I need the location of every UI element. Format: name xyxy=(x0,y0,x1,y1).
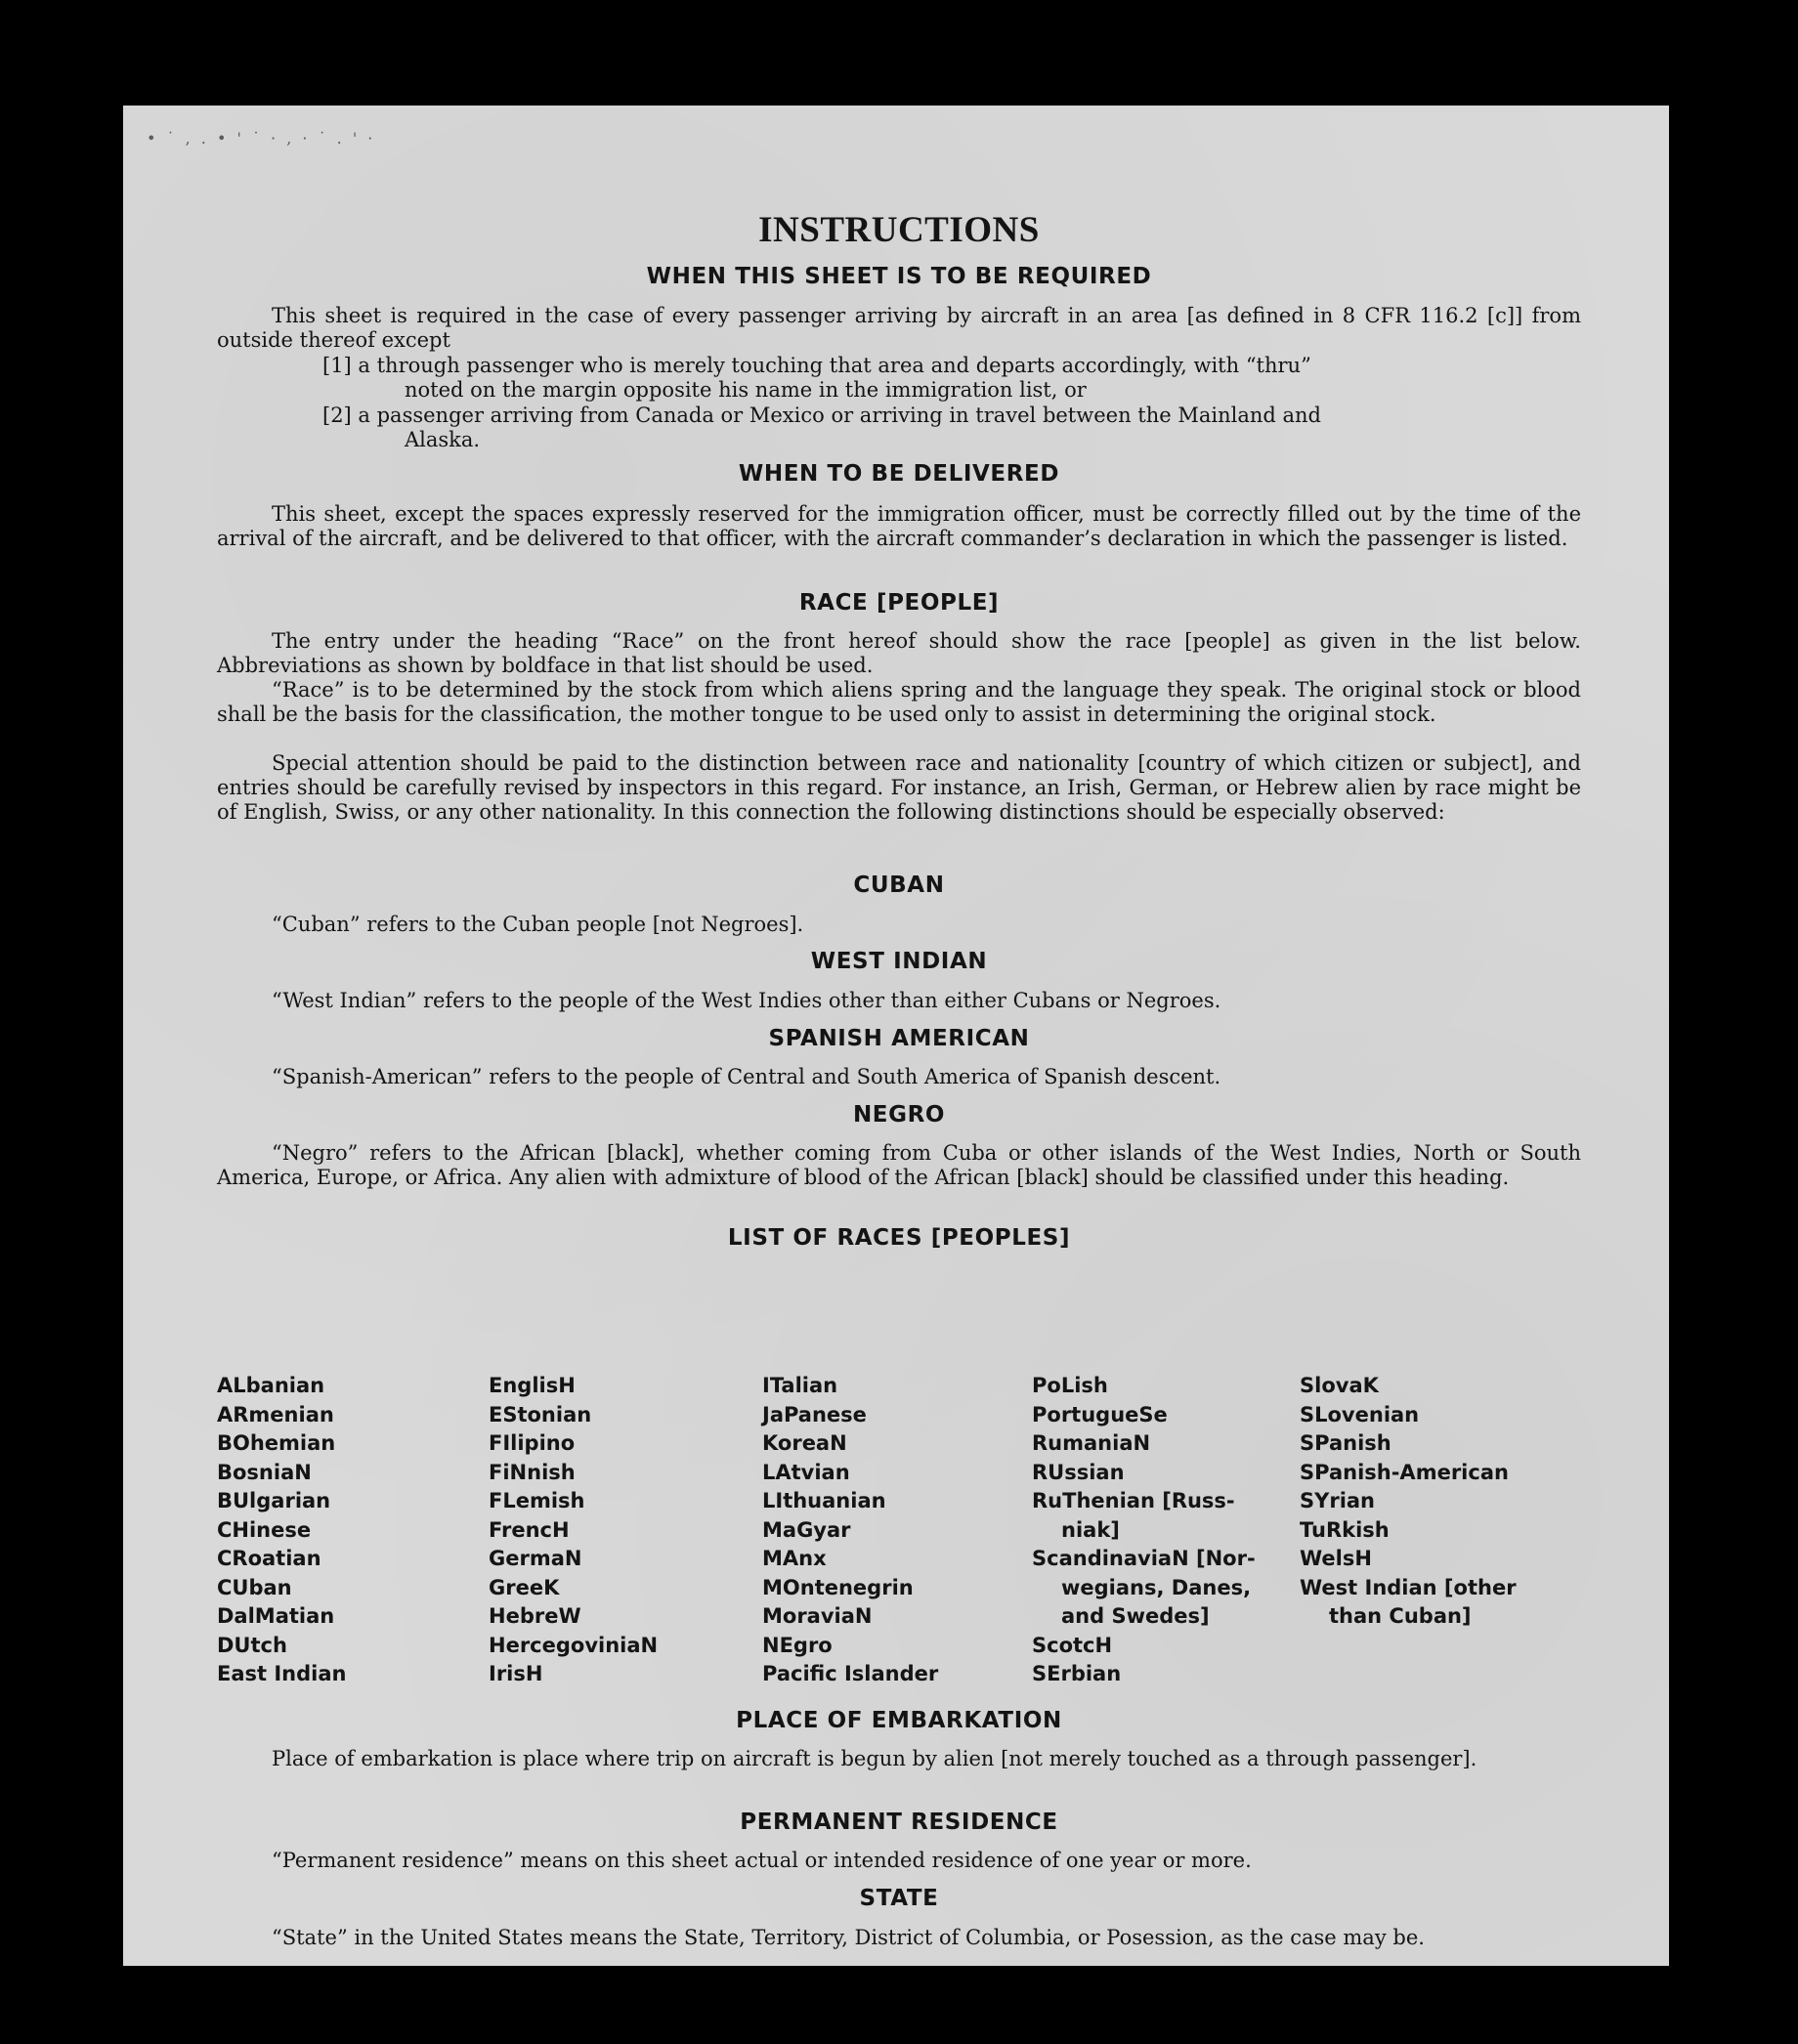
instruction-sheet xyxy=(123,106,1669,1966)
list-item: ITalian xyxy=(762,1374,838,1397)
heading-delivered: WHEN TO BE DELIVERED xyxy=(738,461,1060,487)
list-item: MoraviaN xyxy=(762,1604,873,1628)
residence-text: “Permanent residence” means on this sheet actual or intended residence of one year or more. xyxy=(272,1849,1252,1872)
heading-embarkation: PLACE OF EMBARKATION xyxy=(736,1708,1062,1733)
negro-text: “Negro” refers to the African [black], whether coming from Cuba or other islands of the West Indies, North or South America, Europe, or Africa. Any alien with admixture of blood of the African [black] should be classified under this heading. xyxy=(217,1141,1581,1189)
races-column-5 xyxy=(1300,1372,1517,1632)
list-item: Pacific Islander xyxy=(762,1662,939,1685)
heading-negro: NEGRO xyxy=(852,1102,946,1128)
list-item: HercegoviniaN xyxy=(489,1633,659,1657)
list-item: DUtch xyxy=(217,1633,287,1657)
list-item: GreeK xyxy=(489,1575,560,1599)
list-item: RuThenian [Russ- xyxy=(1032,1489,1235,1512)
race-paragraph-3: Special attention should be paid to the distinction between race and nationality [country of which citizen or subject], and entries should be carefully revised by inspectors in this regard. For instance, an Irish, German, or Hebrew alien by race might be of English, Swiss, or any other nationality. In this connection the following distinctions should be especially observed: xyxy=(217,751,1581,824)
list-item: SYrian xyxy=(1300,1489,1376,1512)
list-item: FLemish xyxy=(489,1489,585,1512)
heading-state: STATE xyxy=(859,1886,939,1911)
state-text: “State” in the United States means the State, Territory, District of Columbia, or Posession, as the case may be. xyxy=(272,1926,1425,1949)
list-item: ScandinaviaN [Nor- xyxy=(1032,1547,1256,1570)
list-item: MOntenegrin xyxy=(762,1575,914,1599)
list-item: niak] xyxy=(1061,1517,1120,1542)
list-item: HebreW xyxy=(489,1604,581,1628)
list-item: SPanish xyxy=(1300,1431,1391,1455)
list-item: BUlgarian xyxy=(217,1489,331,1512)
spanish-american-text: “Spanish-American” refers to the people of Central and South America of Spanish descent. xyxy=(272,1065,1221,1088)
page-title: INSTRUCTIONS xyxy=(758,210,1040,250)
required-intro: This sheet is required in the case of every passenger arriving by aircraft in an area [as defined in 8 CFR 116.2 [c]] from outside thereof except xyxy=(217,304,1581,352)
exception-item-2-line-1: [2] a passenger arriving from Canada or Mexico or arriving in travel between the Mainland and xyxy=(322,404,1321,427)
exception-item-2 xyxy=(322,404,1581,452)
races-column-1 xyxy=(217,1372,346,1689)
list-item: TuRkish xyxy=(1300,1517,1390,1542)
heading-spanish-american: SPANISH AMERICAN xyxy=(768,1026,1030,1051)
list-item: ScotcH xyxy=(1032,1633,1113,1657)
list-item: FrencH xyxy=(489,1517,570,1542)
list-item: SLovenian xyxy=(1300,1402,1420,1427)
race-paragraph-2: “Race” is to be determined by the stock from which aliens spring and the language they speak. The original stock or blood shall be the basis for the classification, the mother tongue to be used only to assist in determining the original stock. xyxy=(217,678,1581,726)
heading-cuban: CUBAN xyxy=(853,873,945,898)
list-item: wegians, Danes, xyxy=(1061,1575,1252,1599)
exception-item-1-line-1: [1] a through passenger who is merely touching that area and departs accordingly, with “thru” xyxy=(322,354,1311,377)
heading-race: RACE [PEOPLE] xyxy=(798,590,1000,616)
list-item: CRoatian xyxy=(217,1547,321,1570)
list-item: West Indian [other xyxy=(1300,1575,1517,1599)
list-item: RUssian xyxy=(1032,1460,1125,1484)
list-item: SPanish-American xyxy=(1300,1460,1509,1484)
embarkation-text: Place of embarkation is place where trip on aircraft is begun by alien [not merely touched as a through passenger]. xyxy=(272,1747,1477,1770)
heading-required: WHEN THIS SHEET IS TO BE REQUIRED xyxy=(646,264,1152,289)
list-item: EStonian xyxy=(489,1402,592,1427)
list-item: PoLish xyxy=(1032,1374,1108,1397)
west-indian-text: “West Indian” refers to the people of the West Indies other than either Cubans or Negroes. xyxy=(272,989,1221,1012)
list-item: PortugueSe xyxy=(1032,1402,1168,1427)
list-item: SErbian xyxy=(1032,1662,1122,1685)
list-item: SlovaK xyxy=(1300,1374,1379,1397)
list-item: CHinese xyxy=(217,1517,312,1542)
cuban-text: “Cuban” refers to the Cuban people [not Negroes]. xyxy=(272,913,804,936)
races-column-3 xyxy=(762,1372,938,1689)
list-item: ARmenian xyxy=(217,1402,334,1427)
list-item: WelsH xyxy=(1300,1547,1372,1570)
list-item: LAtvian xyxy=(762,1460,850,1484)
list-item: KoreaN xyxy=(762,1431,847,1455)
exception-item-1 xyxy=(322,354,1581,403)
list-item: MaGyar xyxy=(762,1517,851,1542)
races-column-2 xyxy=(489,1372,658,1689)
list-item: East Indian xyxy=(217,1662,347,1685)
list-item: JaPanese xyxy=(762,1402,867,1427)
exception-item-2-line-2: Alaska. xyxy=(405,428,481,451)
race-paragraph-1: The entry under the heading “Race” on the front hereof should show the race [people] as given in the list below. Abbreviations as shown by boldface in that list should be used. xyxy=(217,629,1581,677)
delivered-text: This sheet, except the spaces expressly reserved for the immigration officer, must be correctly filled out by the time of the arrival of the aircraft, and be delivered to that officer, with the aircraft commander’s declaration in which the passenger is listed. xyxy=(217,502,1581,550)
list-item: and Swedes] xyxy=(1061,1604,1210,1628)
exception-item-1-line-2: noted on the margin opposite his name in the immigration list, or xyxy=(405,378,1087,402)
list-item: LIthuanian xyxy=(762,1489,886,1512)
list-item: DalMatian xyxy=(217,1604,335,1628)
list-item: BOhemian xyxy=(217,1431,336,1455)
list-item: ALbanian xyxy=(217,1374,325,1397)
list-item: MAnx xyxy=(762,1547,827,1570)
ink-specks: • ˙ , . • ' ˙ · , · ˙ . ' · xyxy=(147,129,376,148)
heading-list-of-races: LIST OF RACES [PEOPLES] xyxy=(727,1225,1071,1251)
list-item: FiNnish xyxy=(489,1460,576,1484)
races-column-4 xyxy=(1032,1372,1256,1689)
list-item: IrisH xyxy=(489,1662,543,1685)
list-item: BosniaN xyxy=(217,1460,312,1484)
list-item: GermaN xyxy=(489,1547,582,1570)
heading-west-indian: WEST INDIAN xyxy=(810,949,988,974)
list-item: RumaniaN xyxy=(1032,1431,1151,1455)
list-item: NEgro xyxy=(762,1633,833,1657)
list-item: EnglisH xyxy=(489,1374,576,1397)
list-item: CUban xyxy=(217,1575,292,1599)
list-item: FIlipino xyxy=(489,1431,576,1455)
heading-residence: PERMANENT RESIDENCE xyxy=(740,1810,1058,1835)
list-item: than Cuban] xyxy=(1329,1604,1472,1628)
